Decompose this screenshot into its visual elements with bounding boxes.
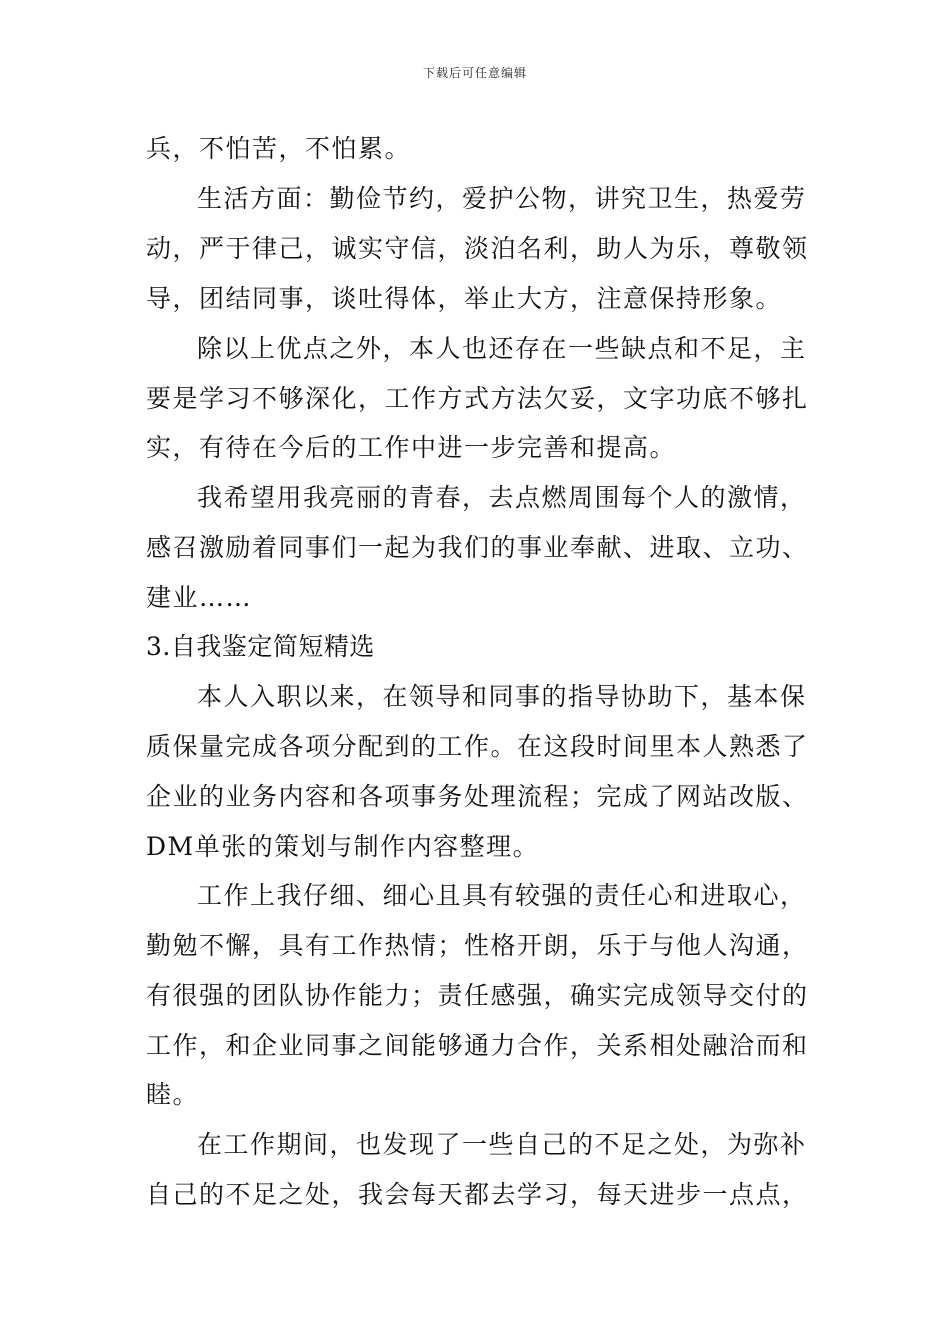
text-line: 兵，不怕苦，不怕累。 (146, 134, 412, 163)
text-line: 质保量完成各项分配到的工作。在这段时间里本人熟悉了 (146, 732, 809, 761)
text-line: 企业的业务内容和各项事务处理流程；完成了网站改版、 (146, 782, 809, 811)
text-line: 导，团结同事，谈吐得体，举止大方，注意保持形象。 (146, 284, 783, 313)
text-line: 勤勉不懈，具有工作热情；性格开朗，乐于与他人沟通， (146, 931, 809, 960)
text-line: 在工作期间，也发现了一些自己的不足之处，为弥补 (197, 1130, 807, 1159)
text-line: 自己的不足之处，我会每天都去学习，每天进步一点点， (146, 1180, 809, 1209)
text-line: 动，严于律己，诚实守信，淡泊名利，助人为乐，尊敬领 (146, 234, 809, 263)
text-line: 实，有待在今后的工作中进一步完善和提高。 (146, 433, 677, 462)
text-line: 生活方面：勤俭节约，爱护公物，讲究卫生，热爱劳 (197, 184, 807, 213)
text-line: 本人入职以来，在领导和同事的指导协助下，基本保 (197, 682, 807, 711)
text-line: 有很强的团队协作能力；责任感强，确实完成领导交付的 (146, 981, 809, 1010)
section-heading: 3.自我鉴定简短精选 (146, 632, 375, 661)
text-line: DM单张的策划与制作内容整理。 (146, 832, 540, 861)
text-line: 工作上我仔细、细心且具有较强的责任心和进取心， (197, 881, 807, 910)
page-header: 下载后可任意编辑 (422, 66, 527, 80)
text-line: 我希望用我亮丽的青春，去点燃周围每个人的激情， (197, 483, 807, 512)
text-line: 感召激励着同事们一起为我们的事业奉献、进取、立功、 (146, 533, 809, 562)
text-line: 建业…… (146, 583, 253, 612)
text-line: 工作，和企业同事之间能够通力合作，关系相处融洽而和 (146, 1031, 809, 1060)
text-line: 要是学习不够深化，工作方式方法欠妥，文字功底不够扎 (146, 384, 809, 413)
text-line: 睦。 (146, 1080, 200, 1109)
text-line: 除以上优点之外，本人也还存在一些缺点和不足，主 (197, 334, 807, 363)
